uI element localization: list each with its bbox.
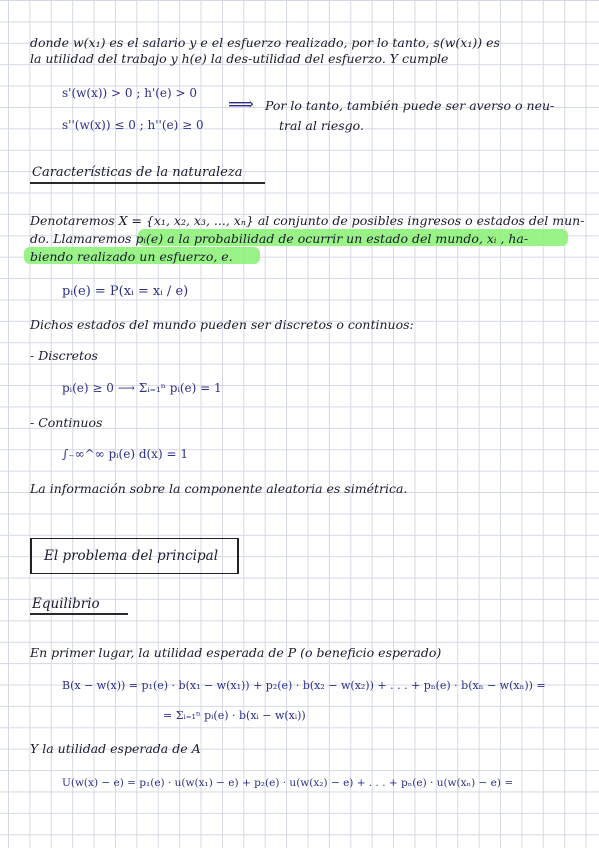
benefit-formula-line1: B(x − w(x)) = p₁(e) · b(x₁ − w(x₁)) + p₂(e) · b(x₂ − w(x₂)) + . . . + pₙ(e) · b(xₙ − w(xₙ)) = (62, 679, 546, 692)
discrete-formula: pᵢ(e) ≥ 0 ⟶ Σᵢ₌₁ⁿ pᵢ(e) = 1 (62, 381, 222, 395)
condition-second-derivative: s''(w(x)) ≤ 0 ; h''(e) ≥ 0 (62, 118, 204, 132)
risk-note-line2: tral al riesgo. (279, 118, 364, 133)
probability-formula: pᵢ(e) = P(xᵢ = xᵢ / e) (62, 284, 189, 299)
section-heading-naturaleza: Características de la naturaleza (32, 165, 243, 180)
utility-formula: U(w(x) − e) = p₁(e) · u(w(x₁) − e) + p₂(e) · u(w(x₂) − e) + . . . + pₙ(e) · u(w(xₙ) − e) = (62, 777, 514, 789)
section-heading-equilibrio: Equilibrio (32, 596, 100, 612)
paragraph1-line2: la utilidad del trabajo y h(e) la des-utilidad del esfuerzo. Y cumple (30, 51, 449, 66)
discrete-label: - Discretos (30, 348, 98, 363)
paragraph2-line3: biendo realizado un esfuerzo, e. (30, 249, 233, 264)
equilibrio-underline (30, 613, 128, 615)
paragraph5: En primer lugar, la utilidad esperada de P (o beneficio esperado) (30, 645, 442, 660)
paragraph1-line1: donde w(x₁) es el salario y e el esfuerzo realizado, por lo tanto, s(w(x₁)) es (30, 35, 500, 50)
continuous-formula: ∫₋∞^∞ pᵢ(e) d(x) = 1 (62, 447, 188, 461)
risk-note-line1: Por lo tanto, también puede ser averso o neu- (265, 98, 555, 113)
paragraph3: Dichos estados del mundo pueden ser discretos o continuos: (30, 317, 414, 332)
paragraph4: La información sobre la componente aleatoria es simétrica. (30, 481, 408, 496)
paragraph2-line2: do. Llamaremos pᵢ(e) a la probabilidad de ocurrir un estado del mundo, xᵢ , ha- (30, 231, 529, 246)
section-heading-principal: El problema del principal (44, 548, 219, 564)
implies-arrow: ⟹ (228, 94, 254, 115)
paragraph6: Y la utilidad esperada de A (30, 741, 201, 756)
condition-first-derivative: s'(w(x)) > 0 ; h'(e) > 0 (62, 86, 198, 100)
paragraph2-line1: Denotaremos X = {x₁, x₂, x₃, ..., xₙ} al conjunto de posibles ingresos o estados del mun- (30, 213, 585, 228)
benefit-formula-line2: = Σᵢ₌₁ⁿ pᵢ(e) · b(xᵢ − w(xᵢ)) (163, 709, 306, 722)
continuous-label: - Continuos (30, 415, 103, 430)
section-heading-underline (30, 182, 265, 184)
